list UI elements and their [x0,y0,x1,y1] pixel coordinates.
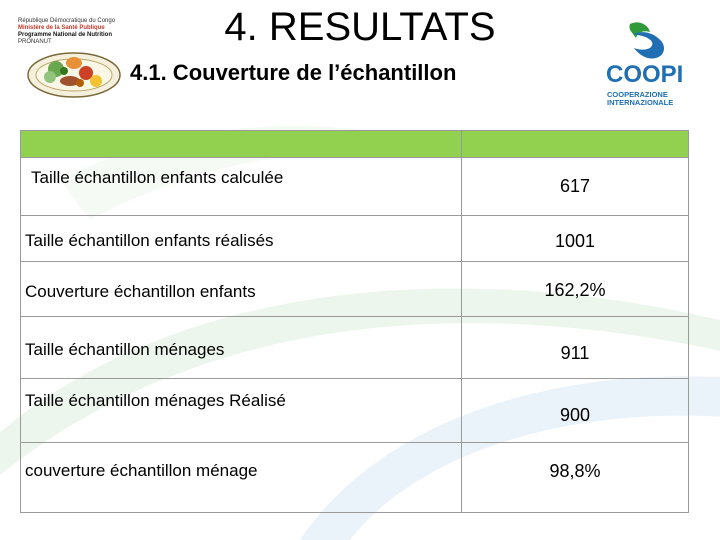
row-value: 617 [462,158,689,216]
row-label: Taille échantillon ménages Réalisé [21,379,462,443]
coopi-brand-text: COOPI [606,61,684,86]
food-plate-icon [26,47,122,99]
row-value: 98,8% [462,443,689,513]
row-value: 1001 [462,216,689,262]
row-value: 911 [462,317,689,379]
coopi-logo [604,20,696,107]
table-row [21,216,689,262]
logo-line-program: Programme National de Nutrition [18,32,113,38]
coopi-sub-line-2: INTERNAZIONALE [607,98,674,107]
coopi-bird-icon [604,20,694,86]
table-row [21,158,689,216]
row-value: 900 [462,379,689,443]
row-label: couverture échantillon ménage [21,443,462,513]
row-label: Taille échantillon enfants réalisés [21,216,462,262]
ministry-logo [18,18,133,99]
table-header-cell-value [462,131,689,158]
row-label: Taille échantillon ménages [21,317,462,379]
row-label: Couverture échantillon enfants [21,262,462,317]
sample-coverage-table [20,130,689,513]
row-value: 162,2% [462,262,689,317]
logo-line-acronym: PRONANUT [18,39,52,45]
logo-line-ministry: Ministère de la Santé Publique [18,25,105,31]
logo-line-country: République Démocratique du Congo [18,18,116,24]
table-header-row [21,131,689,158]
table-row [21,262,689,317]
table-row [21,379,689,443]
coopi-sub-line-1: COOPERAZIONE [607,90,668,99]
table-row [21,317,689,379]
page-title: 4. RESULTATS [224,5,496,49]
table-row [21,443,689,513]
table-header-cell-label [21,131,462,158]
section-subtitle: 4.1. Couverture de l’échantillon [130,60,457,85]
row-label: Taille échantillon enfants calculée [21,158,462,216]
